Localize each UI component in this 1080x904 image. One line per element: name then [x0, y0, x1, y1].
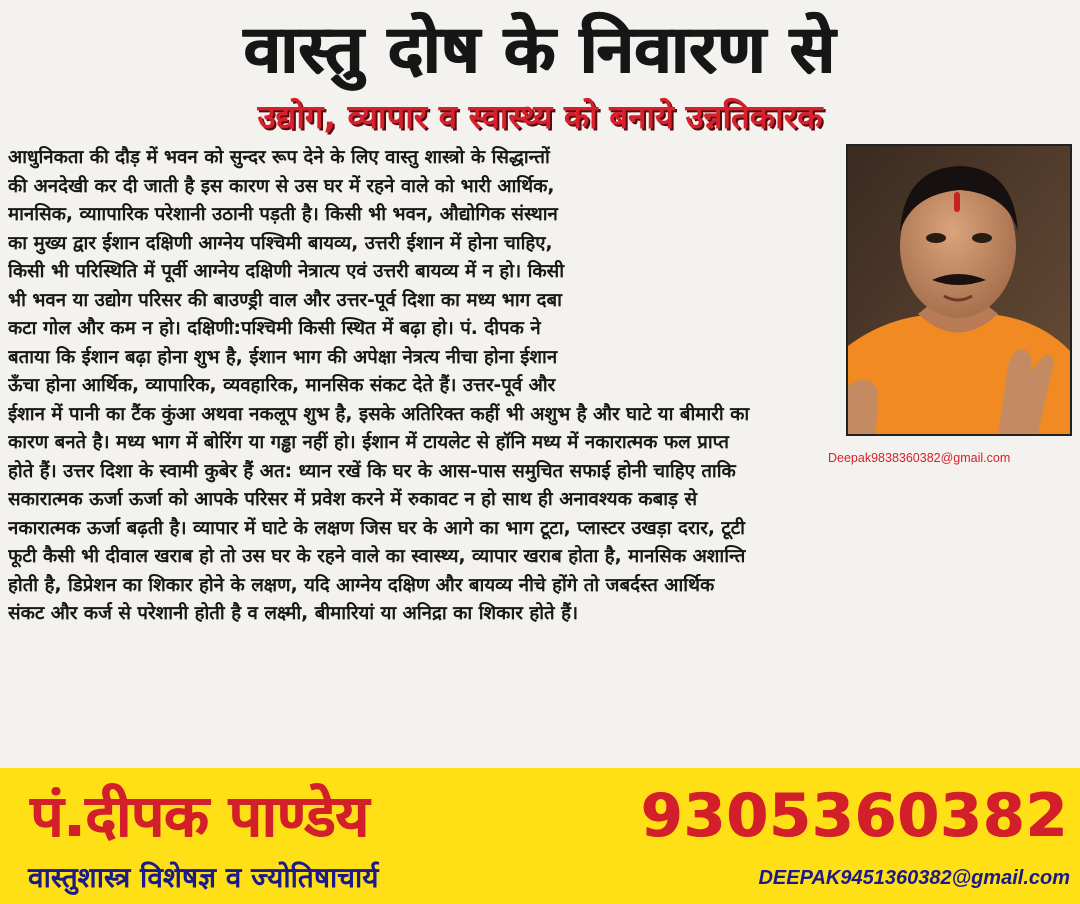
- headline: वास्तु दोष के निवारण से: [244, 11, 836, 88]
- article-line: भी भवन या उद्योग परिसर की बाउण्ड्री वाल और उत्तर-पूर्व दिशा का मध्य भाग दबा: [8, 289, 562, 311]
- author-name: पं.दीपक पाण्डेय: [30, 782, 369, 850]
- article-line: आधुनिकता की दौड़ में भवन को सुन्दर रूप देने के लिए वास्तु शास्त्रो के सिद्धान्तों: [8, 147, 550, 168]
- article-line: ऊँचा होना आर्थिक, व्यापारिक, व्यवहारिक, मानसिक संकट देते हैं। उत्तर-पूर्व और: [8, 375, 556, 396]
- author-email: DEEPAK9451360382@gmail.com: [758, 867, 1070, 889]
- article-line: होती है, डिप्रेशन का शिकार होने के लक्षण, यदि आग्नेय दक्षिण और बायव्य नीचे होंगे तो जबर्दस्त आर्थिक: [8, 574, 715, 596]
- article-line: फूटी कैसी भी दीवाल खराब हो तो उस घर के रहने वाले का स्वास्थ्य, व्यापार खराब होता है, मानसिक अशान्ति: [8, 546, 746, 567]
- article-line: ईशान में पानी का टैंक कुंआ अथवा नकलूप शुभ है, इसके अतिरिक्त कहीं भी अशुभ है और घाटे या बीमारी का: [8, 403, 750, 425]
- footer-banner: [0, 768, 1080, 904]
- subheadline: उद्योग, व्यापार व स्वास्थ्य को बनाये उन्नतिकारक: [257, 97, 823, 136]
- article-line: किसी भी परिस्थिति में पूर्वी आग्नेय दक्षिणी नेत्रात्य एवं उत्तरी बायव्य में न हो। किसी: [8, 261, 565, 282]
- author-photo: [846, 144, 1072, 436]
- article-line: संकट और कर्ज से परेशानी होती है व लक्ष्मी, बीमारियां या अनिद्रा का शिकार होते हैं।: [8, 603, 579, 624]
- portrait-illustration: [848, 146, 1070, 434]
- article-line: होते हैं। उत्तर दिशा के स्वामी कुबेर हैं अत: ध्यान रखें कि घर के आस-पास समुचित सफाई होनी चाहिए ताकि: [8, 460, 736, 482]
- article-line: की अनदेखी कर दी जाती है इस कारण से उस घर में रहने वाले को भारी आर्थिक,: [8, 175, 555, 197]
- photo-caption-email: Deepak9838360382@gmail.com: [828, 451, 1011, 465]
- article-line: मानसिक, व्याापारिक परेशानी उठानी पड़ती है। किसी भी भवन, औद्योगिक संस्थान: [8, 204, 558, 225]
- article-line: बताया कि ईशान बढ़ा होना शुभ है, ईशान भाग की अपेक्षा नेत्रत्य नीचा होना ईशान: [8, 346, 558, 368]
- article-line: नकारात्मक ऊर्जा बढ़ती है। व्यापार में घाटे के लक्षण जिस घर के आगे का भाग टूटा, प्लास्टर उखड़ा दरार, टूटी: [8, 517, 745, 539]
- article-line: सकारात्मक ऊर्जा ऊर्जा को आपके परिसर में प्रवेश करने में रुकावट न हो साथ ही अनावश्यक कबाड़ से: [8, 489, 698, 510]
- author-designation: वास्तुशास्त्र विशेषज्ञ व ज्योतिषाचार्य: [28, 861, 379, 894]
- article-line: कारण बनते है। मध्य भाग में बोरिंग या गड्ढा नहीं हो। ईशान में टायलेट से हॉनि मध्य में नकारात्मक फल प्राप्त: [8, 432, 729, 453]
- article-line: कटा गोल और कम न हो। दक्षिणी:पश्चिमी किसी स्थित में बढ़ा हो। पं. दीपक ने: [8, 318, 541, 339]
- author-phone: 9305360382: [640, 781, 1068, 851]
- article-line: का मुख्य द्वार ईशान दक्षिणी आग्नेय पश्चिमी बायव्य, उत्तरी ईशान में होना चाहिए,: [8, 232, 553, 254]
